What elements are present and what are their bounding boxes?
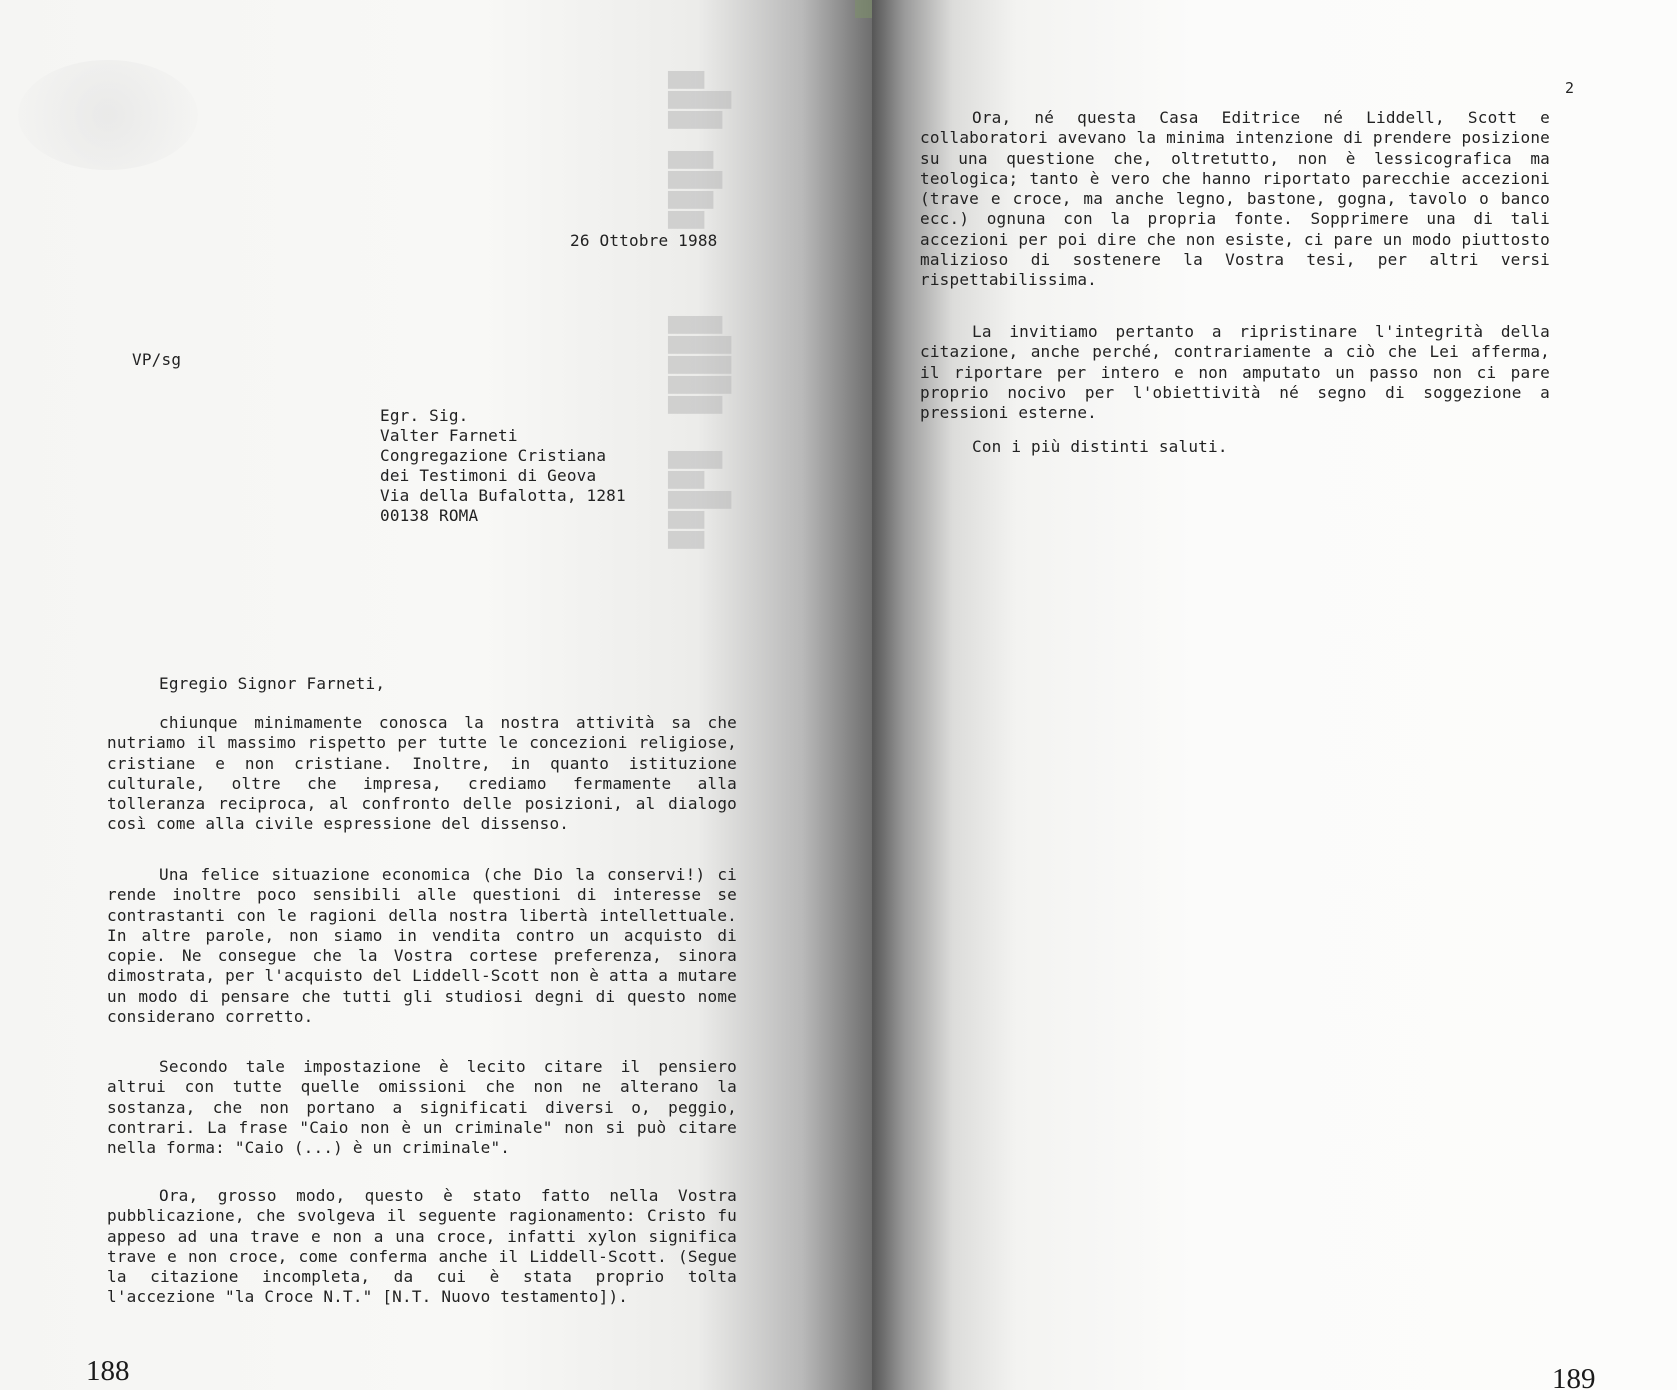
letter-paragraph: Secondo tale impostazione è lecito citare il pensiero altrui con tutte quelle omissioni che non ne alterano la sostanza, che non portano a significati diversi o, peggio, contrari. La frase "Caio non è un criminale" non si può citare nella forma: "Caio (...) è un criminale".: [107, 1057, 737, 1158]
letter-reference: VP/sg: [132, 350, 182, 369]
recipient-line: Egr. Sig.: [380, 406, 469, 425]
recipient-line: Via della Bufalotta, 1281: [380, 486, 626, 505]
show-through-texture: ████ ███████ ██████ █████ ██████ █████ ████: [668, 71, 732, 229]
show-through-texture: ██████ ███████ ███████ ███████ ██████: [668, 316, 732, 414]
recipient-line: Congregazione Cristiana: [380, 446, 607, 465]
letter-date: 26 Ottobre 1988: [570, 231, 718, 250]
sheet-number: 2: [1565, 79, 1575, 97]
letter-paragraph: chiunque minimamente conosca la nostra attività sa che nutriamo il massimo rispetto per tutte le concezioni religiose, cristiane e non cristiane. Inoltre, in quanto istituzione culturale, oltre che impresa, crediamo fermamente alla tolleranza reciproca, al confronto delle posizioni, al dialogo così come alla civile espressione del dissenso.: [107, 713, 737, 834]
letter-closing: Con i più distinti saluti.: [972, 437, 1228, 456]
page-number-right: 189: [1552, 1363, 1596, 1390]
letter-paragraph: Ora, grosso modo, questo è stato fatto nella Vostra pubblicazione, che svolgeva il seguente ragionamento: Cristo fu appeso ad una trave e non a una croce, infatti xylon significa trave e non croce, come conferma anche il Liddell-Scott. (Segue la citazione incompleta, da cui è stata proprio tolta l'accezione "la Croce N.T." [N.T. Nuovo testamento]).: [107, 1186, 737, 1307]
recipient-line: 00138 ROMA: [380, 506, 479, 525]
right-page: [872, 0, 1677, 1390]
letter-salutation: Egregio Signor Farneti,: [159, 674, 386, 693]
letter-paragraph: La invitiamo pertanto a ripristinare l'integrità della citazione, anche perché, contrariamente a ciò che Lei afferma, il riportare per intero e non amputato un passo non ci pare proprio nocivo per l'obiettività né segno di soggezione a pressioni esterne.: [920, 322, 1550, 423]
page-smudge: [18, 60, 198, 170]
show-through-texture: ██████ ████ ███████ ████ ████: [668, 451, 732, 549]
letter-paragraph: Ora, né questa Casa Editrice né Liddell, Scott e collaboratori avevano la minima intenzione di prendere posizione su una questione che, oltretutto, non è lessicografica ma teologica; tanto è vero che hanno riportato parecchie accezioni (trave e croce, ma anche legno, bastone, gogna, tavolo o banco ecc.) ognuna con la propria fonte. Sopprimere una di tali accezioni per poi dire che non esiste, ci pare un modo piuttosto malizioso di sostenere la Vostra tesi, per altri versi rispettabilissima.: [920, 108, 1550, 290]
page-number-left: 188: [86, 1355, 130, 1387]
recipient-line: Valter Farneti: [380, 426, 518, 445]
recipient-line: dei Testimoni di Geova: [380, 466, 597, 485]
letter-paragraph: Una felice situazione economica (che Dio la conservi!) ci rende inoltre poco sensibili alle questioni di interesse se contrastanti con le ragioni della nostra libertà intellettuale. In altre parole, non siamo in vendita contro un acquisto di copie. Ne consegue che la Vostra cortese preferenza, sinora dimostrata, per l'acquisto del Liddell-Scott non è atta a mutare un modo di pensare che tutti gli studiosi degni di questo nome considerano corretto.: [107, 865, 737, 1027]
